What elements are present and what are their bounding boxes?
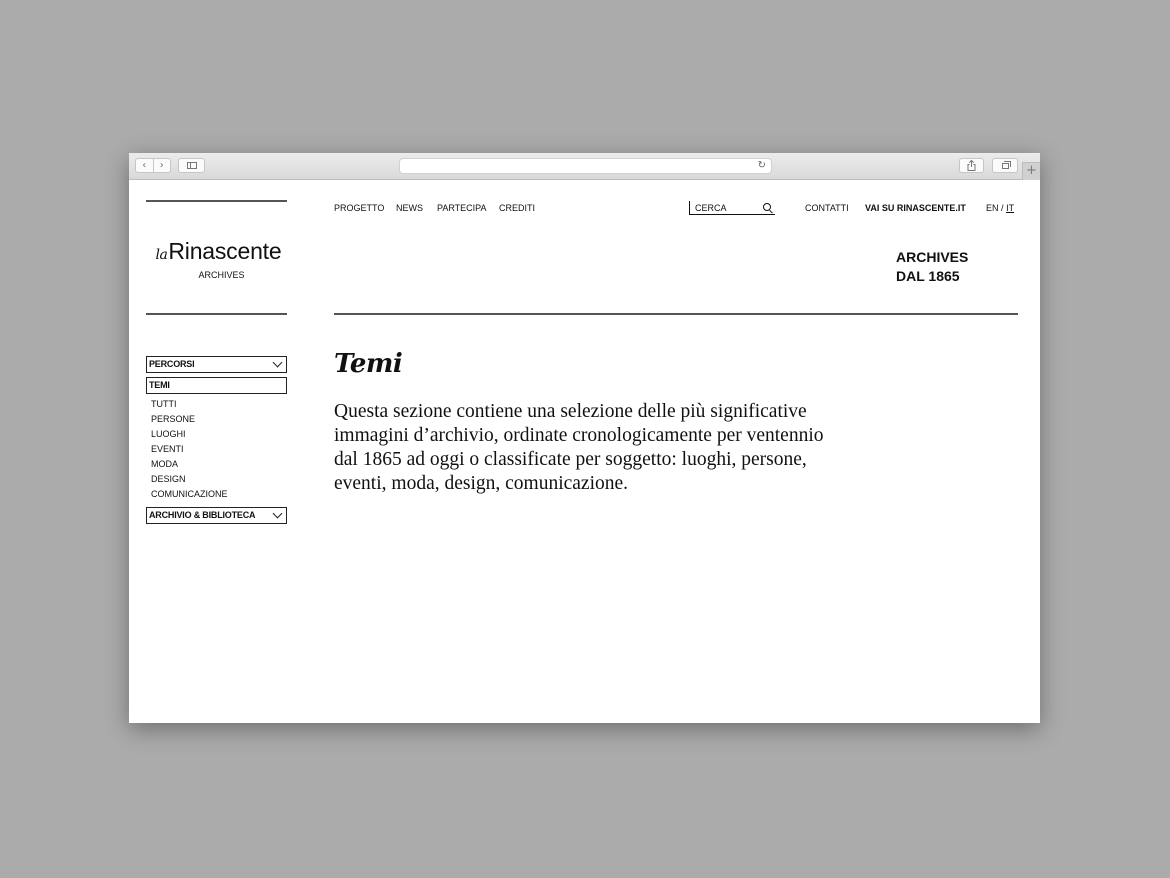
search-input[interactable] — [689, 201, 775, 215]
nav-news[interactable]: NEWS — [396, 203, 423, 213]
submenu-item-design[interactable]: DESIGN — [151, 474, 186, 484]
tagline-line-1: ARCHIVES — [896, 249, 969, 265]
share-button[interactable] — [959, 158, 984, 173]
tabs-icon — [1002, 163, 1009, 169]
forward-button[interactable]: › — [153, 159, 171, 172]
logo-bottom-rule — [146, 313, 287, 315]
nav-vai-su-rinascente[interactable]: VAI SU RINASCENTE.IT — [865, 203, 966, 213]
site-logo[interactable] — [151, 239, 286, 280]
chevron-down-icon — [273, 358, 283, 368]
nav-partecipa[interactable]: PARTECIPA — [437, 203, 487, 213]
share-icon — [967, 160, 976, 171]
back-button[interactable]: ‹ — [142, 160, 147, 171]
search-icon[interactable] — [763, 203, 771, 211]
language-switcher — [986, 203, 1014, 213]
lang-en[interactable]: EN — [986, 203, 999, 213]
archivio-biblioteca-dropdown[interactable] — [146, 507, 287, 524]
logo-top-rule — [146, 200, 287, 202]
sidebar-toggle-button[interactable] — [178, 158, 205, 173]
show-tabs-button[interactable] — [992, 158, 1018, 173]
submenu-item-luoghi[interactable]: LUOGHI — [151, 429, 186, 439]
header-rule — [334, 313, 1018, 315]
tagline-line-2: DAL 1865 — [896, 268, 960, 284]
submenu-item-eventi[interactable]: EVENTI — [151, 444, 184, 454]
browser-toolbar — [129, 153, 1040, 180]
temi-label: TEMI — [149, 380, 170, 390]
archives-tagline — [896, 248, 968, 286]
chevron-down-icon — [273, 509, 283, 519]
submenu-item-comunicazione[interactable]: COMUNICAZIONE — [151, 489, 228, 499]
nav-progetto[interactable]: PROGETTO — [334, 203, 385, 213]
temi-submenu — [151, 399, 228, 504]
section-intro: Questa sezione contiene una selezione delle più significative immagini d’archivio, ordinate cronologicamente per ventennio dal 1865 ad oggi o classificate per soggetto: luoghi, persone, eventi, moda, design, comunicazione. — [334, 401, 824, 494]
page-title: Temi — [334, 349, 403, 379]
percorsi-label: PERCORSI — [149, 359, 195, 369]
new-tab-button[interactable]: + — [1022, 162, 1040, 180]
lang-separator: / — [1001, 203, 1004, 213]
percorsi-dropdown[interactable] — [146, 356, 287, 373]
submenu-item-moda[interactable]: MODA — [151, 459, 178, 469]
nav-crediti[interactable]: CREDITI — [499, 203, 535, 213]
logo-prefix: la — [155, 247, 168, 263]
history-nav — [135, 158, 171, 173]
temi-menu-item[interactable] — [146, 377, 287, 394]
address-bar[interactable] — [399, 158, 772, 174]
browser-window — [129, 153, 1040, 723]
sidebar-icon — [187, 162, 197, 169]
logo-name: Rinascente — [168, 238, 282, 264]
search-placeholder: CERCA — [695, 203, 727, 213]
lang-it[interactable]: IT — [1006, 203, 1015, 213]
submenu-item-tutti[interactable]: TUTTI — [151, 399, 177, 409]
archivio-biblioteca-label: ARCHIVIO & BIBLIOTECA — [149, 510, 256, 520]
reload-icon[interactable]: ↻ — [757, 160, 766, 171]
nav-contatti[interactable]: CONTATTI — [805, 203, 849, 213]
logo-subtitle: ARCHIVES — [198, 270, 245, 280]
submenu-item-persone[interactable]: PERSONE — [151, 414, 196, 424]
